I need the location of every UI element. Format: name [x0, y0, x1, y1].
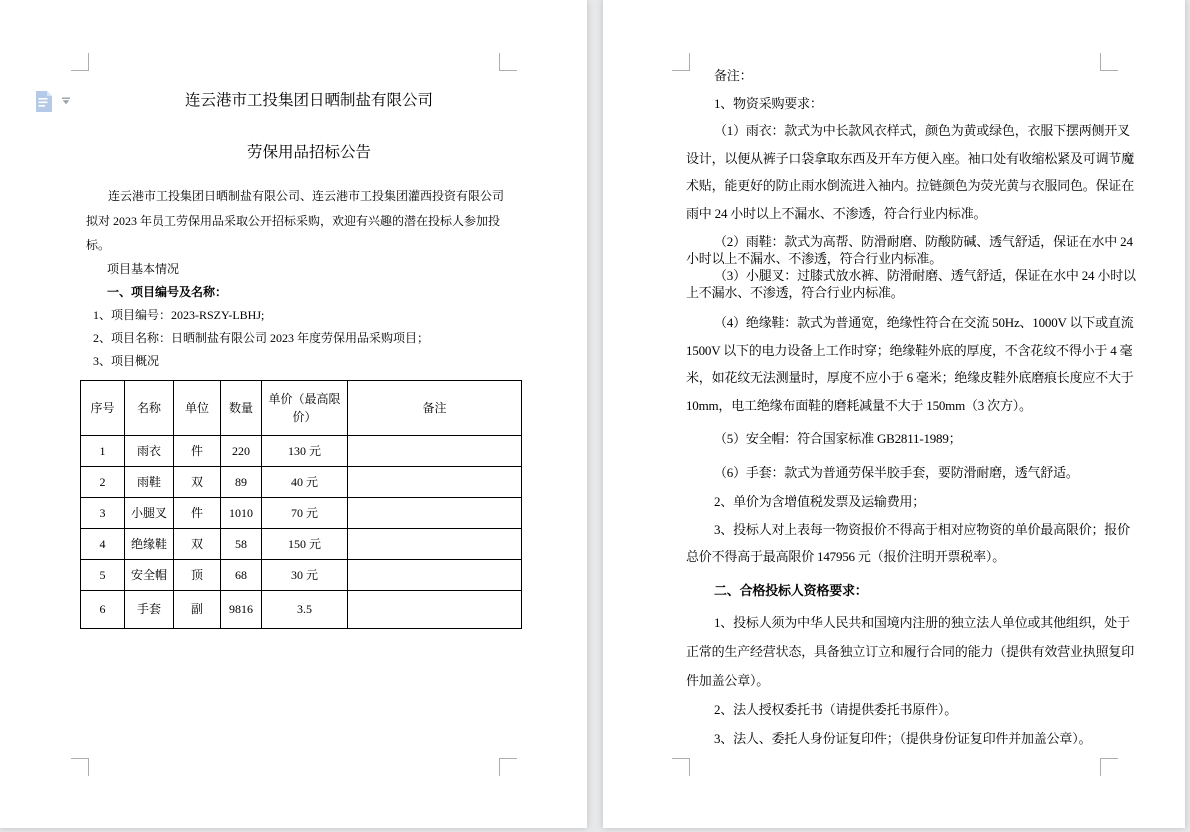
table-header-cell: 单位: [174, 380, 221, 435]
text-line[interactable]: （1）雨衣：款式为中长款风衣样式，颜色为黄或绿色，衣服下摆两侧开叉: [714, 123, 1130, 138]
table-cell[interactable]: 手套: [125, 590, 174, 628]
text-line[interactable]: 1500V 以下的电力设备上工作时穿；绝缘鞋外底的厚度，不含花纹不得小于 4 毫: [686, 342, 1133, 358]
body-paragraph: [686, 516, 1130, 571]
project-number-line[interactable]: 1、项目编号：2023-RSZY-LBHJ;: [93, 307, 265, 322]
table-cell[interactable]: 顶: [174, 559, 221, 590]
text-line[interactable]: 拟对 2023 年员工劳保用品采取公开招标采购，欢迎有兴趣的潜在投标人参加投: [86, 213, 501, 228]
text-line[interactable]: 1、物资采购要求：: [714, 95, 823, 111]
text-line[interactable]: 3、法人、委托人身份证复印件；（提供身份证复印件并加盖公章）。: [714, 731, 1092, 746]
table-cell[interactable]: 2: [81, 466, 125, 497]
body-paragraph: [686, 459, 1116, 487]
body-paragraph: [686, 62, 1116, 90]
table-cell[interactable]: 雨鞋: [125, 466, 174, 497]
items-table: [80, 380, 522, 629]
table-row: [81, 528, 522, 559]
page-2-content[interactable]: [686, 62, 1136, 753]
table-cell[interactable]: 6: [81, 590, 125, 628]
table-row: [81, 497, 522, 528]
text-line[interactable]: （3）小腿叉：过膝式放水裤、防滑耐磨、透气舒适，保证在水中 24 小时以: [714, 268, 1136, 283]
text-line[interactable]: 术贴，能更好的防止雨水倒流进入袖内。拉链颜色为荧光黄与衣服同色。保证在: [686, 178, 1135, 193]
intro-paragraph: [86, 184, 532, 258]
dropdown-arrow-icon[interactable]: [61, 97, 71, 105]
table-cell[interactable]: 68: [221, 559, 262, 590]
body-paragraph: [686, 309, 1134, 419]
table-cell[interactable]: 安全帽: [125, 559, 174, 590]
text-line[interactable]: 2、法人授权委托书（请提供委托书原件）。: [714, 702, 958, 717]
table-header-cell: 数量: [221, 380, 262, 435]
body-paragraph: [686, 695, 1116, 724]
text-line[interactable]: 3、投标人对上表每一物资报价不得高于相对应物资的单价最高限价；报价: [714, 521, 1130, 537]
table-cell[interactable]: [348, 435, 522, 466]
section-heading[interactable]: 一、项目编号及名称：: [107, 284, 228, 299]
table-cell[interactable]: 40 元: [262, 466, 348, 497]
table-cell[interactable]: 70 元: [262, 497, 348, 528]
text-line[interactable]: 10mm，电工绝缘布面鞋的磨耗减量不大于 150mm（3 次方）。: [686, 397, 1032, 413]
document-paste-options-icon: [34, 90, 54, 113]
text-line[interactable]: 连云港市工投集团日晒制盐有限公司、连云港市工投集团灌西投资有限公司: [108, 189, 505, 203]
text-line[interactable]: （6）手套：款式为普通劳保半胶手套，要防滑耐磨，透气舒适。: [714, 464, 1079, 480]
table-cell[interactable]: 58: [221, 528, 262, 559]
table-cell[interactable]: 件: [174, 435, 221, 466]
table-cell[interactable]: [348, 466, 522, 497]
table-cell[interactable]: 89: [221, 466, 262, 497]
table-cell[interactable]: 副: [174, 590, 221, 628]
table-row: [81, 466, 522, 497]
table-cell[interactable]: 双: [174, 466, 221, 497]
table-row: [81, 559, 522, 590]
paste-options-button[interactable]: [34, 90, 71, 113]
table-header-row: [81, 380, 522, 435]
table-cell[interactable]: 150 元: [262, 528, 348, 559]
section-heading: [686, 577, 1116, 605]
table-cell[interactable]: 雨衣: [125, 435, 174, 466]
table-cell[interactable]: 小腿叉: [125, 497, 174, 528]
table-row: [81, 590, 522, 628]
table-cell[interactable]: 30 元: [262, 559, 348, 590]
table-cell[interactable]: 3: [81, 497, 125, 528]
table-cell[interactable]: 3.5: [262, 590, 348, 628]
table-row: [81, 435, 522, 466]
text-line[interactable]: （2）雨鞋：款式为高帮、防滑耐磨、防酸防碱、透气舒适，保证在水中 24: [714, 234, 1133, 249]
text-line[interactable]: 米，如花纹无法测量时，厚度不应小于 6 毫米；绝缘皮鞋外底磨痕长度应不大于: [686, 370, 1134, 385]
text-line[interactable]: 件加盖公章）。: [686, 673, 770, 688]
table-cell[interactable]: 130 元: [262, 435, 348, 466]
page-1-content[interactable]: [86, 86, 532, 629]
section-label[interactable]: 项目基本情况: [107, 261, 180, 276]
table-cell[interactable]: 9816: [221, 590, 262, 628]
table-cell[interactable]: 5: [81, 559, 125, 590]
text-line[interactable]: 小时以上不漏水、不渗透，符合行业内标准。: [686, 251, 943, 266]
text-line[interactable]: 备注：: [714, 68, 753, 83]
text-line[interactable]: 正常的生产经营状态，具备独立订立和履行合同的能力（提供有效营业执照复印: [686, 644, 1135, 659]
text-line[interactable]: 二、合格投标人资格要求：: [714, 582, 868, 598]
document-subtitle[interactable]: 劳保用品招标公告: [246, 144, 371, 161]
project-name-line[interactable]: 2、项目名称：日晒制盐有限公司 2023 年度劳保用品采购项目；: [93, 330, 430, 345]
project-overview-line[interactable]: 3、项目概况: [93, 353, 160, 368]
table-header-cell: 备注: [348, 380, 522, 435]
table-cell[interactable]: 1: [81, 435, 125, 466]
table-cell[interactable]: 1010: [221, 497, 262, 528]
table-cell[interactable]: 绝缘鞋: [125, 528, 174, 559]
table-header-cell: 序号: [81, 380, 125, 435]
table-cell[interactable]: 件: [174, 497, 221, 528]
body-paragraph: [686, 488, 1116, 516]
table-cell[interactable]: 4: [81, 528, 125, 559]
text-line[interactable]: 2、单价为含增值税发票及运输费用；: [714, 494, 926, 509]
table-cell[interactable]: [348, 497, 522, 528]
body-paragraph: [686, 608, 1135, 695]
body-paragraph: [686, 724, 1116, 753]
text-line[interactable]: 雨中 24 小时以上不漏水、不渗透，符合行业内标准。: [686, 205, 987, 221]
text-line[interactable]: （5）安全帽：符合国家标准 GB2811-1989；: [714, 431, 962, 446]
text-line[interactable]: （4）绝缘鞋：款式为普通宽，绝缘性符合在交流 50Hz、1000V 以下或直流: [714, 315, 1134, 330]
body-paragraph: [686, 117, 1135, 227]
body-paragraph: [686, 267, 1136, 301]
text-line[interactable]: 上不漏水、不渗透，符合行业内标准。: [686, 285, 904, 300]
text-line[interactable]: 设计，以便从裤子口袋拿取东西及开车方便入座。袖口处有收缩松紧及可调节魔: [686, 150, 1135, 166]
text-line[interactable]: 总价不得高于最高限价 147956 元（报价注明开票税率）。: [686, 549, 1006, 564]
table-header-cell: 单价（最高限价）: [262, 380, 348, 435]
body-paragraph: [686, 233, 1133, 267]
table-cell[interactable]: [348, 590, 522, 628]
text-line[interactable]: 标。: [86, 238, 111, 252]
text-line[interactable]: 1、投标人须为中华人民共和国境内注册的独立法人单位或其他组织，处于: [714, 615, 1130, 630]
table-cell[interactable]: 双: [174, 528, 221, 559]
page-1[interactable]: [0, 0, 587, 828]
page-2[interactable]: [603, 0, 1185, 828]
document-title[interactable]: 连云港市工投集团日晒制盐有限公司: [184, 92, 433, 109]
table-header-cell: 名称: [125, 380, 174, 435]
table-cell[interactable]: [348, 559, 522, 590]
body-paragraph: [686, 90, 1116, 118]
body-paragraph: [686, 425, 1116, 453]
table-cell[interactable]: 220: [221, 435, 262, 466]
table-cell[interactable]: [348, 528, 522, 559]
